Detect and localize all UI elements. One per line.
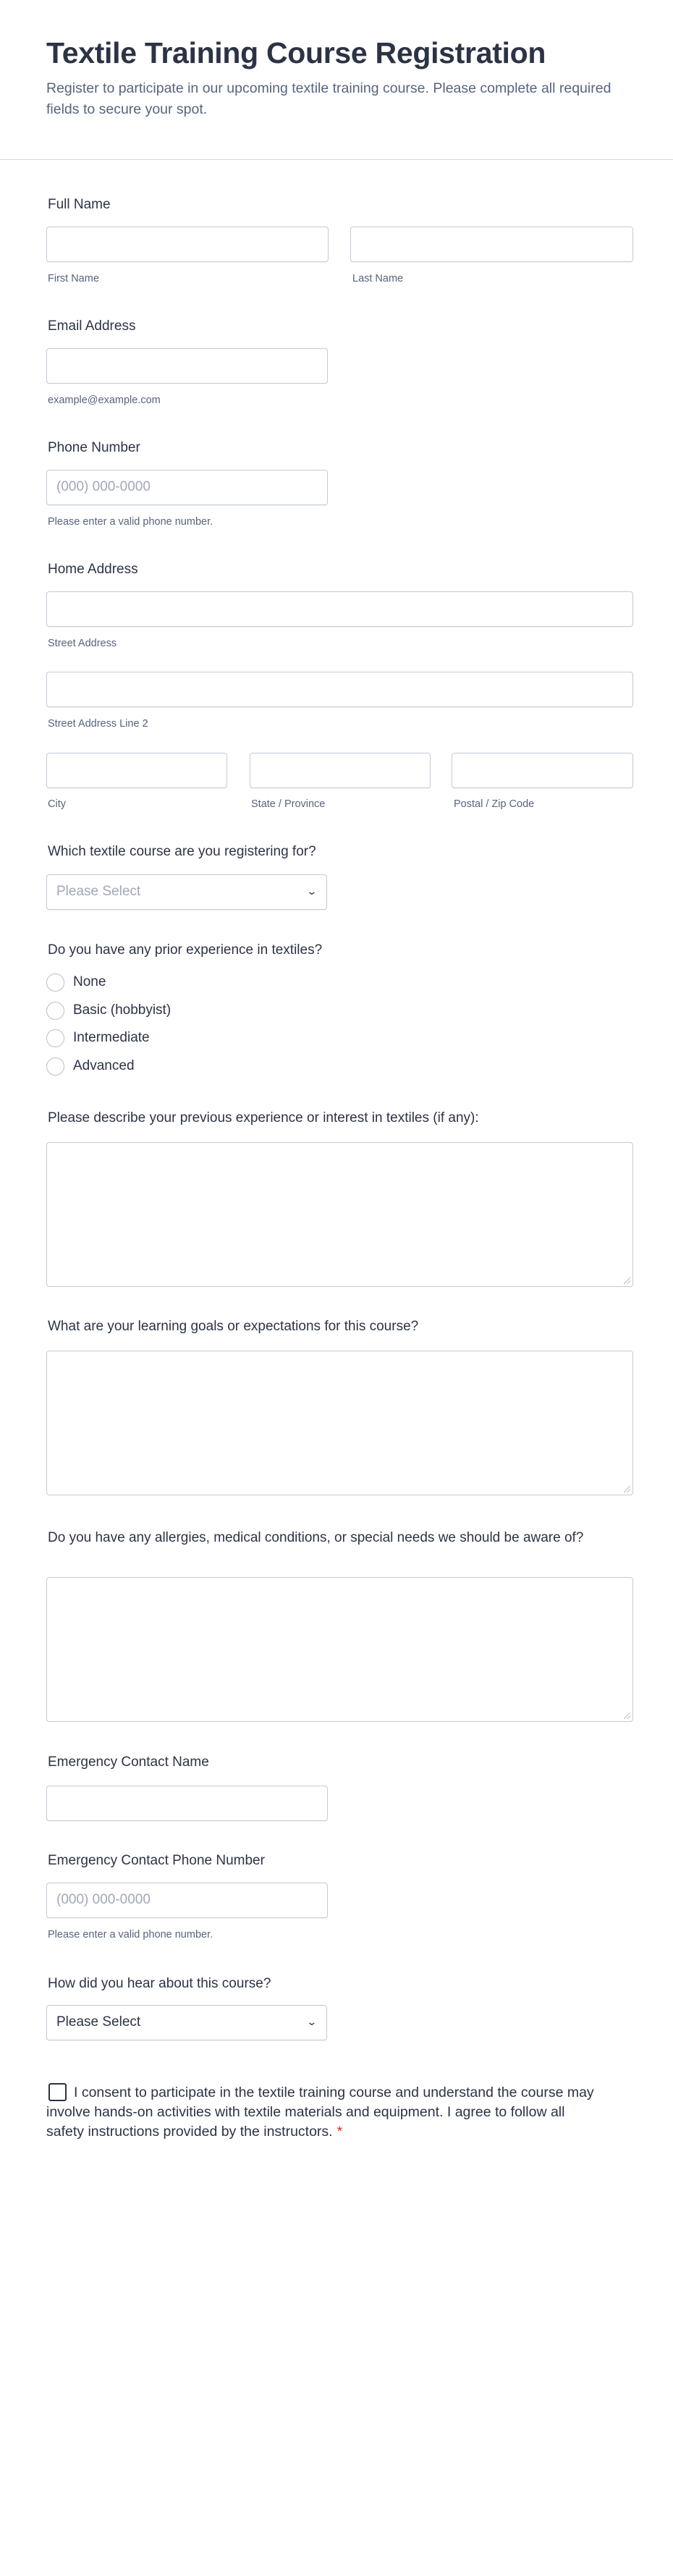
- emergency-phone-hint: Please enter a valid phone number.: [48, 1929, 213, 1941]
- last-name-input[interactable]: [350, 227, 633, 262]
- city-sublabel: City: [48, 798, 66, 810]
- radio-label-intermediate: Intermediate: [73, 1030, 150, 1045]
- full-name-label: Full Name: [48, 197, 111, 212]
- resize-grip-icon[interactable]: [624, 1486, 630, 1492]
- zip-sublabel: Postal / Zip Code: [454, 798, 535, 810]
- chevron-down-icon: ⌄: [306, 885, 318, 897]
- state-input[interactable]: [250, 753, 431, 788]
- phone-input[interactable]: [46, 470, 328, 505]
- describe-label: Please describe your previous experience or interest in textiles (if any):: [48, 1110, 479, 1126]
- goals-textarea[interactable]: [46, 1351, 633, 1495]
- course-label: Which textile course are you registering for?: [48, 844, 316, 859]
- course-select[interactable]: [46, 874, 327, 910]
- heard-select[interactable]: [46, 2005, 327, 2040]
- page-subtitle: Register to participate in our upcoming textile training course. Please complete all required fields to secure your spot.: [46, 80, 611, 117]
- radio-intermediate[interactable]: [46, 1029, 64, 1047]
- street2-input[interactable]: [46, 672, 633, 707]
- radio-advanced[interactable]: [46, 1057, 64, 1076]
- city-input[interactable]: [46, 753, 227, 788]
- phone-label: Phone Number: [48, 440, 140, 455]
- chevron-down-icon: ⌄: [306, 2016, 318, 2027]
- first-name-sublabel: First Name: [48, 273, 99, 284]
- header-divider: [0, 159, 673, 160]
- emergency-name-label: Emergency Contact Name: [48, 1754, 209, 1770]
- radio-label-none: None: [73, 974, 106, 989]
- street2-sublabel: Street Address Line 2: [48, 718, 148, 730]
- heard-select-value: Please Select: [56, 2014, 141, 2030]
- page-title: Textile Training Course Registration: [46, 36, 546, 69]
- radio-none[interactable]: [46, 974, 64, 992]
- state-sublabel: State / Province: [251, 798, 326, 810]
- required-asterisk: *: [336, 2124, 343, 2140]
- emergency-phone-input[interactable]: [46, 1883, 328, 1918]
- first-name-input[interactable]: [46, 227, 329, 262]
- radio-basic[interactable]: [46, 1002, 64, 1020]
- course-select-value: Please Select: [56, 884, 141, 899]
- emergency-phone-placeholder: (000) 000-0000: [56, 1892, 151, 1907]
- email-label: Email Address: [48, 318, 136, 334]
- describe-textarea[interactable]: [46, 1142, 633, 1287]
- street-input[interactable]: [46, 591, 633, 627]
- allergies-label: Do you have any allergies, medical conditions, or special needs we should be aware of?: [48, 1530, 584, 1545]
- consent-label: I consent to participate in the textile training course and understand the course may involve hands-on activities with textile materials and equipment. I agree to follow all safety instructions provided by the instructors.: [46, 2085, 594, 2140]
- street-sublabel: Street Address: [48, 638, 117, 649]
- experience-label: Do you have any prior experience in textiles?: [48, 942, 323, 958]
- zip-input[interactable]: [452, 753, 633, 788]
- email-hint: example@example.com: [48, 394, 161, 406]
- resize-grip-icon[interactable]: [624, 1713, 630, 1719]
- goals-label: What are your learning goals or expectations for this course?: [48, 1319, 419, 1334]
- consent-checkbox[interactable]: [48, 2083, 67, 2101]
- email-input[interactable]: [46, 348, 328, 384]
- phone-placeholder: (000) 000-0000: [56, 479, 151, 494]
- emergency-name-input[interactable]: [46, 1786, 328, 1821]
- resize-grip-icon[interactable]: [624, 1278, 630, 1284]
- heard-label: How did you hear about this course?: [48, 1976, 271, 1991]
- phone-hint: Please enter a valid phone number.: [48, 516, 213, 528]
- emergency-phone-label: Emergency Contact Phone Number: [48, 1853, 265, 1868]
- allergies-textarea[interactable]: [46, 1577, 633, 1722]
- consent-text: [46, 2083, 596, 2142]
- radio-label-basic: Basic (hobbyist): [73, 1002, 172, 1018]
- last-name-sublabel: Last Name: [352, 273, 404, 284]
- radio-label-advanced: Advanced: [73, 1058, 135, 1073]
- address-label: Home Address: [48, 562, 138, 577]
